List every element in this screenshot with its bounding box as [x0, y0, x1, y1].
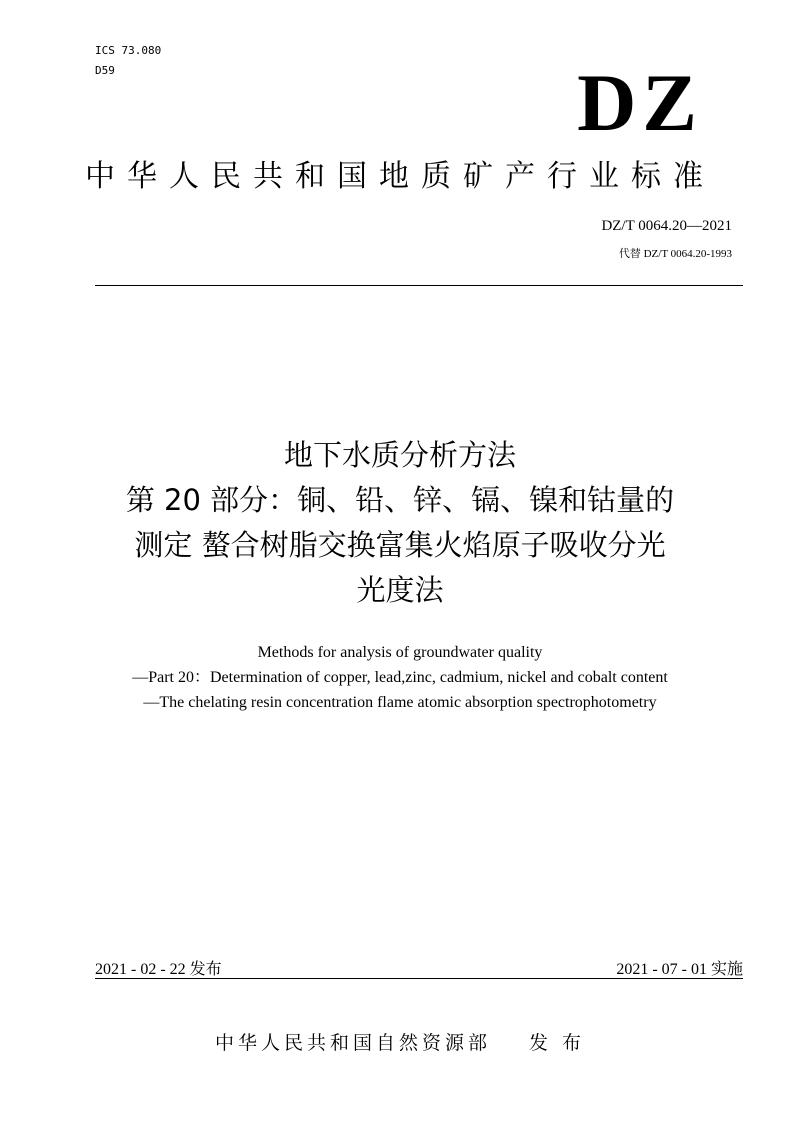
english-title-line-1: Methods for analysis of groundwater quality [257, 644, 543, 661]
classification-block [95, 41, 161, 81]
ics-code: ICS 73.080 [95, 44, 162, 57]
header-divider [95, 285, 743, 286]
issue-date: 2021 - 02 - 22 发布 [95, 961, 222, 978]
implementation-date: 2021 - 07 - 01 实施 [616, 961, 743, 978]
english-title-line-2: —Part 20：Determination of copper, lead,zinc, cadmium, nickel and cobalt content [132, 669, 668, 686]
dz-logo: DZ [577, 57, 703, 148]
english-title-line-3: —The chelating resin concentration flame atomic absorption spectrophotometry [143, 694, 657, 711]
publish-action: 发 布 [528, 1032, 586, 1054]
publisher-line [0, 1028, 800, 1055]
chinese-title-line-3: 测定 螯合树脂交换富集火焰原子吸收分光 [134, 528, 666, 562]
chinese-title-line-2: 第 20 部分：铜、铅、锌、镉、镍和钴量的 [125, 483, 675, 517]
ccs-code: D59 [95, 64, 115, 77]
publisher-name: 中华人民共和国自然资源部 [214, 1032, 491, 1054]
chinese-title-line-4: 光度法 [356, 573, 444, 607]
chinese-title-line-1: 地下水质分析方法 [283, 438, 516, 472]
chinese-title [40, 433, 760, 613]
date-line [95, 956, 743, 979]
standard-code: DZ/T 0064.20—2021 [601, 218, 732, 234]
standard-type-title: 中华人民共和国地质矿产行业标准 [85, 159, 715, 194]
english-title [0, 640, 800, 715]
replaces-note: 代替 DZ/T 0064.20-1993 [618, 248, 732, 260]
